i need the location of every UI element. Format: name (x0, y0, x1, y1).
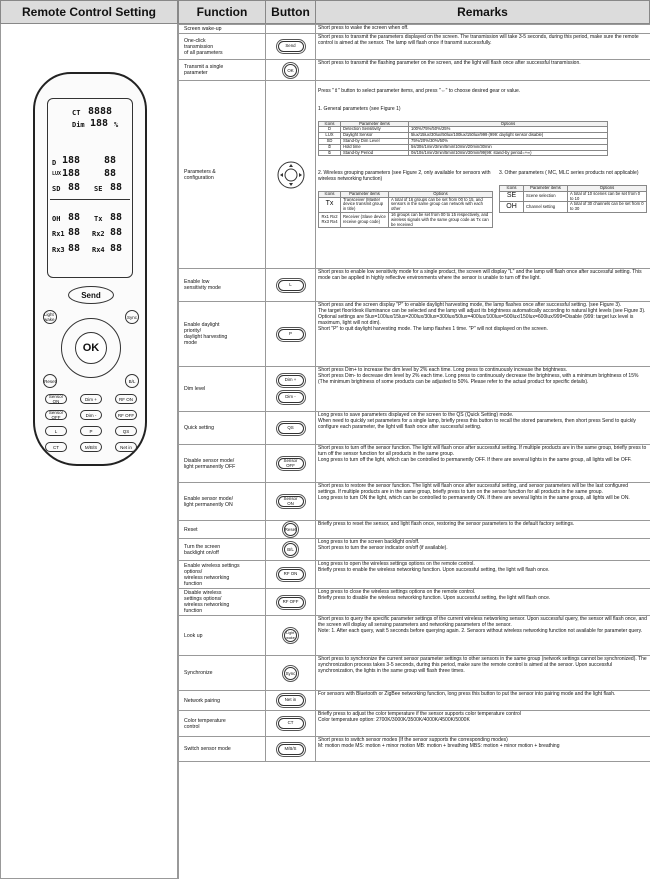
other-params-table: Icons Parameter items Options SE Scene selection A total of 10 scenes can be set from 0 to 10 OH Channel setting A total of 30 channels can be set from 0 to 30 (499, 185, 647, 213)
fn-cell: Turn the screen backlight on/off (179, 539, 266, 561)
btn-cell (266, 412, 316, 445)
remote-control (33, 72, 147, 466)
ct-button[interactable]: CT (45, 442, 67, 452)
fn-cell: Switch sensor mode (179, 737, 266, 762)
light-wake-button[interactable]: Light wake (284, 629, 297, 642)
p-button[interactable]: P (80, 426, 102, 436)
qs-button[interactable]: QS (278, 423, 304, 434)
p-button[interactable]: P (278, 329, 304, 340)
fn-cell: Transmit a single parameter (179, 60, 266, 81)
btn-cell (266, 539, 316, 561)
fn-cell: Synchronize (179, 656, 266, 691)
remark-cell: Short press Dim+ to increase the dim level by 2% each time. Long press to continuously increase the brightness. Short press Dim- to decrease dim level by 2% each time. Long press to continuously decrease the brightness, with a minimum brightness of 15% (The minimum brightness of some products can be adjusted to 50%. Please refer to the actual product for specific details). (316, 367, 650, 412)
sensor-on-button[interactable]: Sensor ON (45, 394, 67, 404)
t2-title: 2. Wireless grouping parameters (see Figure 2, only available for sensors with wireless networking function) (318, 170, 491, 183)
send-button[interactable]: Send (68, 286, 114, 304)
general-params-table: Icons Parameter items Options D Detection Sensitivity 100%/75%/50%/25% LUX Daylight Sensor 5lux/15lux/30lux/50lux/100lux/150lux/999 (999: daylight sensor disable) SD Stand-by Dim Level 75%/20%/30%/50% ⏱ Hold time 5s/30s/1min/3min/5min/10min/20min/30min ⏲ Stand-by Period 0s/10s/1min/3min/5min/10min/30min/99(99: stand-by period=+∞) (318, 121, 608, 157)
btn-cell (266, 302, 316, 367)
remote-screen: CT 8888 Dim 188 % D 188 LUX 188 88 88 SD 88 SE 88 OH 88 Tx 88 Rx1 88 Rx2 88 Rx3 88 Rx4 88 (47, 98, 133, 278)
fn-cell: Enable low sensitivity mode (179, 269, 266, 302)
fn-cell: Look up (179, 616, 266, 656)
rf-off-button[interactable]: RF OFF (115, 410, 137, 420)
mbs-button[interactable]: M/B/S (80, 442, 102, 452)
btn-cell (266, 483, 316, 521)
backlight-button[interactable]: B/L (125, 374, 139, 388)
fn-cell: Enable daylight priority/ daylight harvesting mode (179, 302, 266, 367)
light-wake-button[interactable]: Light wake (43, 310, 57, 324)
sensor-on-button[interactable]: Sensor ON (278, 496, 304, 507)
t3-title: 3. Other parameters ( MC, MLC series products not applicable) (499, 170, 639, 177)
header-function: Function (178, 0, 266, 24)
fn-cell: Screen wake-up (179, 25, 266, 34)
fn-cell: Disable sensor mode/ light permanently OFF (179, 445, 266, 483)
remark-cell (316, 81, 650, 269)
dim-minus-button[interactable]: Dim - (80, 410, 102, 420)
mbs-button[interactable]: M/B/S (278, 744, 304, 755)
remark-cell: Short press to enable low sensitivity mode for a single product, the screen will display "L" and the lamp will flash once after successful setting. This mode can be applied in highly reflective environments where the sensor is unable to turn off the light. (316, 269, 650, 302)
remark-cell: Long press to turn the screen backlight on/off. Short press to turn the sensor indicator on/off (if available). (316, 539, 650, 561)
dpad-icon[interactable] (276, 160, 306, 190)
fn-cell: Disable wireless settings options/ wireless networking function (179, 589, 266, 616)
fn-cell: Enable sensor mode/ light permanently ON (179, 483, 266, 521)
remark-cell: For sensors with Bluetooth or ZigBee networking function, long press this button to put the sensor into pairing mode and the light flash. (316, 691, 650, 711)
ct-button[interactable]: CT (278, 718, 304, 729)
reset-button[interactable]: Reset (284, 523, 297, 536)
send-button[interactable]: Send (278, 41, 304, 52)
rf-off-button[interactable]: RF OFF (278, 597, 304, 608)
net-in-button[interactable]: Net in (278, 695, 304, 706)
backlight-button[interactable]: B/L (284, 543, 297, 556)
fn-cell: Color temperature control (179, 711, 266, 737)
remark-cell: Long press to save parameters displayed on the screen to the QS (Quick Setting) mode. When need to quickly set parameters for a single lamp, briefly press this button to recall the stored parameters, then short press Send to quickly configure each parameter, the light will flash once after successful setting. (316, 412, 650, 445)
remark-cell: Short press to transmit the flashing parameter on the screen, and the light will flash once after successful transmission. (316, 60, 650, 81)
btn-cell (266, 367, 316, 412)
reset-button[interactable]: Reset (43, 374, 57, 388)
btn-cell (266, 616, 316, 656)
rf-on-button[interactable]: RF ON (115, 394, 137, 404)
dim-minus-button[interactable]: Dim - (278, 392, 304, 403)
remote-panel (0, 24, 178, 879)
header-button: Button (265, 0, 316, 24)
sensor-off-button[interactable]: Sensor OFF (45, 410, 67, 420)
btn-cell (266, 711, 316, 737)
btn-cell (266, 445, 316, 483)
btn-cell (266, 656, 316, 691)
remark-cell: Short press to turn off the sensor function. The light will flash once after successful setting. If multiple products are in the same group, briefly press to turn off the sensor function for all products in the same group. Long press to turn off the light, which can be controlled to permanently OFF. If there are several lights in the same group, all lights will be OFF. (316, 445, 650, 483)
btn-cell (266, 521, 316, 539)
sync-button[interactable]: Sync (284, 667, 297, 680)
remark-cell: Short press to wake the screen when off. (316, 25, 650, 34)
rf-on-button[interactable]: RF ON (278, 569, 304, 580)
fn-cell: Reset (179, 521, 266, 539)
l-button[interactable]: L (45, 426, 67, 436)
params-intro: Press "⇕" button to select parameter items, and press "⇔" to choose desired gear or value. (318, 87, 521, 94)
remark-cell: Short press to query the specific parameter settings of the current wireless networking sensor. Upon successful query, the sensor will flash once, and the screen will display all sensing parameters and networking parameters of the sensor. Note: 1. After each query, wait 5 seconds before querying again. 2. Sensors without wireless networking function not available for parameter query. (316, 616, 650, 656)
dim-plus-button[interactable]: Dim + (278, 375, 304, 386)
remark-cell: Short press to restore the sensor function. The light will flash once after successful setting, and sensor parameters will be the last configured settings. If multiple products are in the same group, briefly press to turn on the sensor function for all products in the same group. Long press to turn ON the light, which can be controlled to permanently ON. If there are several lights in the same group, all lights will be ON. (316, 483, 650, 521)
net-in-button[interactable]: Net in (115, 442, 137, 452)
btn-cell (266, 589, 316, 616)
btn-cell (266, 60, 316, 81)
remark-cell: Short press to switch sensor modes (If the sensor supports the corresponding modes) M: motion mode MS: motion + minor motion MB: motion + breathing MBS: motion + minor motion + breathing (316, 737, 650, 762)
fn-cell: Dim level (179, 367, 266, 412)
fn-cell: One-click transmission of all parameters (179, 34, 266, 60)
l-button[interactable]: L (278, 280, 304, 291)
btn-cell (266, 25, 316, 34)
wireless-params-table: Icons Parameter items Options Tx Transceiver (Master device transmit group in title) A total of 16 groups can be set from 00 to 15, and sensors in the same group can network with each other Rx1 Rx2 Rx3 Rx4 Receiver (Slave device receive group code) 16 groups can be set from 00 to 15 respectively, and wireless signals with the same group code as Tx can be received (318, 191, 493, 229)
sync-button[interactable]: Sync (125, 310, 139, 324)
ok-button[interactable]: OK (75, 332, 107, 364)
btn-cell (266, 691, 316, 711)
btn-cell (266, 34, 316, 60)
remark-cell: Briefly press to adjust the color temperature if the sensor supports color temperature control Color temperature option: 2700K/3000K/3500K/4000K/4500K/5000K (316, 711, 650, 737)
fn-cell: Enable wireless settings options/ wireless networking function (179, 561, 266, 589)
ok-button[interactable]: OK (284, 64, 297, 77)
function-table (178, 24, 650, 879)
header-remarks: Remarks (315, 0, 650, 24)
btn-cell (266, 561, 316, 589)
btn-cell (266, 269, 316, 302)
dim-plus-button[interactable]: Dim + (80, 394, 102, 404)
btn-cell (266, 81, 316, 269)
t1-title: 1. General parameters (see Figure 1) (318, 105, 401, 112)
remark-cell: Long press to close the wireless settings options on the remote control. Briefly press to disable the wireless networking function. Upon successful setting, the light will flash once. (316, 589, 650, 616)
fn-cell: Network pairing (179, 691, 266, 711)
qs-button[interactable]: QS (115, 426, 137, 436)
remark-cell: Short press to synchronize the current sensor parameter settings to other sensors in the same group (network settings cannot be synchronized). The synchronization process takes 3-5 seconds, during this period, make sure the remote control is aimed at the sensor. Upon successful synchronization, the lights in the same group will flash three times. (316, 656, 650, 691)
btn-cell (266, 737, 316, 762)
fn-cell: Parameters & configuration (179, 81, 266, 269)
header-setting: Remote Control Setting (0, 0, 178, 24)
sensor-off-button[interactable]: Sensor OFF (278, 458, 304, 469)
remark-cell: Short press and the screen display "P" to enable daylight harvesting mode, the lamp flashes once after successful setting. (see Figure 3). The target floor/desk illuminance can be selected and the lamp will adjust its brightness automatically according to natural light levels (see Figure 3). Optional settings are 5lux=100lux/15lux=200lux/30lux=300lux/50lux=400lux/100lux=500lux/150lux=600lux/999=Disable (999: target lux level is maximum, light will not dim). Short "P" to quit daylight harvesting mode. The lamp flashes 1 time. "P" will not displayed on the screen. (316, 302, 650, 367)
fn-cell: Quick setting (179, 412, 266, 445)
remark-cell: Long press to open the wireless settings options on the remote control. Briefly press to enable the wireless networking function. Upon successful setting, the light will flash once. (316, 561, 650, 589)
remark-cell: Short press to transmit the parameters displayed on the screen. The transmission will take 3-5 seconds, during this period, make sure the remote control is aimed at the sensor. The lamp will flash once if transmit successfully. (316, 34, 650, 60)
remark-cell: Briefly press to reset the sensor, and light flash once, restoring the sensor parameters to the default factory settings. (316, 521, 650, 539)
